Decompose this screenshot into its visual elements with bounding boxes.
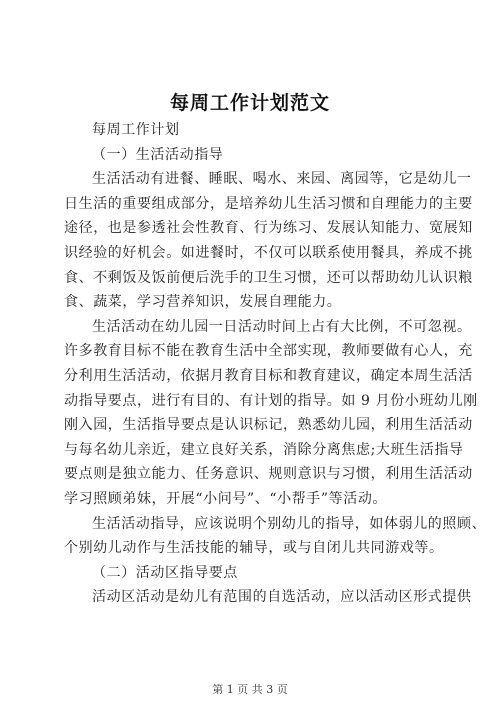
text-line: 学习照顾弟妹，开展“小问号”、“小帮手”等活动。	[64, 490, 388, 507]
text-line: 动指导要点，进行有目的、有计划的指导。如 9 月份小班幼儿刚	[64, 392, 478, 409]
text-line: 每周工作计划	[92, 122, 180, 138]
text-line: 识经验的好机会。如进餐时，不仅可以联系使用餐具，养成不挑	[64, 244, 473, 261]
text-line: 途径，也是参透社会性教育、行为练习、发展认知能力、宽展知	[64, 220, 473, 237]
text-line: 许多教育目标不能在教育生活中全部实现，教师要做有心人，充	[64, 343, 473, 360]
text-line: 个别幼儿动作与生活技能的辅导，或与自闭儿共同游戏等。	[64, 540, 444, 557]
text-line: 生活活动指导，应该说明个别幼儿的指导，如体弱儿的照顾、	[92, 515, 487, 532]
page-footer: 第 1 页 共 3 页	[212, 683, 288, 696]
text-line: 食、不剩饭及饭前便后洗手的卫生习惯，还可以帮助幼儿认识粮	[64, 269, 473, 286]
text-line: 生活活动在幼儿园一日活动时间上占有大比例，不可忽视。	[92, 318, 472, 335]
text-line: 日生活的重要组成部分，是培养幼儿生活习惯和自理能力的主要	[64, 195, 473, 212]
document-title: 每周工作计划范文	[169, 92, 330, 114]
text-line: （二）活动区指导要点	[92, 564, 238, 581]
text-line: 分利用生活活动，依据月教育目标和教育建议，确定本周生活活	[64, 367, 473, 384]
text-line: 活动区活动是幼儿有范围的自选活动，应以活动区形式提供	[92, 589, 472, 606]
text-line: 刚入园，生活指导要点是认识标记，熟悉幼儿园，利用生活活动	[64, 417, 473, 434]
document-body	[64, 118, 487, 610]
text-line: 生活活动有进餐、睡眠、喝水、来园、离园等，它是幼儿一	[92, 171, 472, 188]
text-line: 食、蔬菜，学习营养知识，发展自理能力。	[64, 294, 342, 311]
text-line: 要点则是独立能力、任务意识、规则意识与习惯，利用生活活动	[64, 466, 473, 483]
text-line: 与每名幼儿亲近，建立良好关系，消除分离焦虑;大班生活指导	[64, 441, 464, 458]
text-line: （一）生活活动指导	[92, 146, 224, 163]
